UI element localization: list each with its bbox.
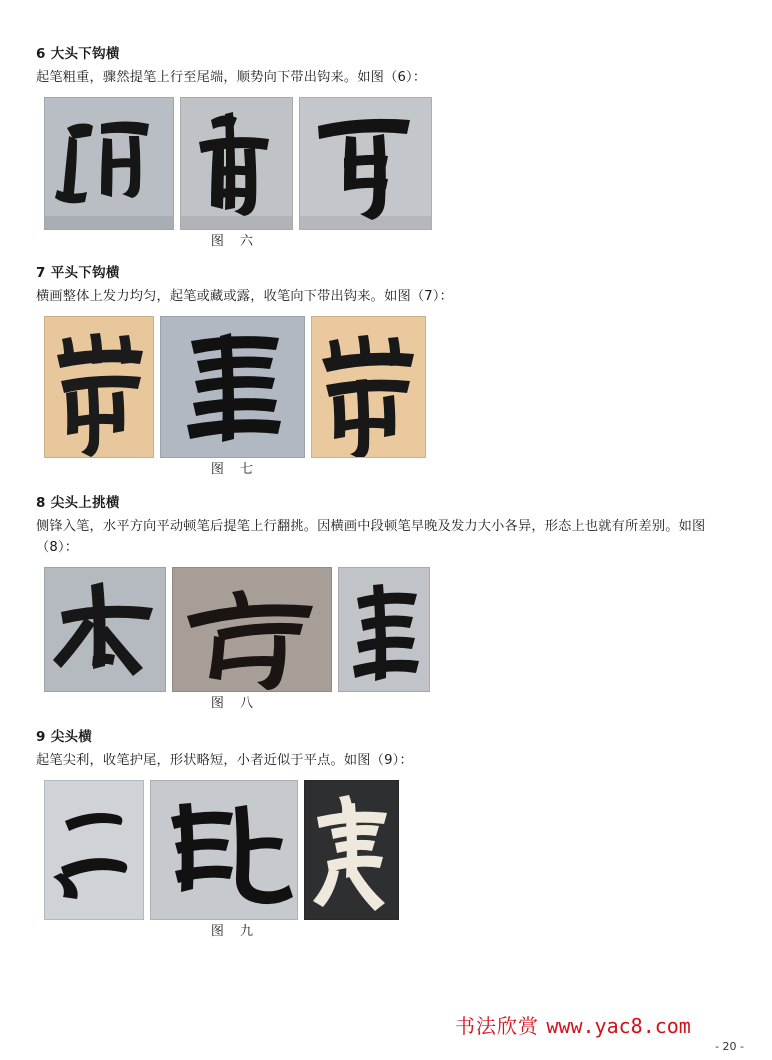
section-8-caption-wrap [36, 692, 426, 711]
site-brand-url: www.yac8.com [546, 1014, 691, 1038]
section-8-caption: 图 八 [210, 696, 260, 711]
plate-6-1 [44, 97, 174, 230]
section-8-body: 侧锋入笔，水平方向平动顿笔后提笔上行翻挑。因横画中段顿笔早晚及发力大小各异，形态上也就有所差别。如图（8）： [36, 519, 706, 555]
section-7-body: 横画整体上发力均匀，起笔或藏或露，收笔向下带出钩来。如图（7）： [36, 289, 453, 304]
site-brand [455, 1010, 691, 1039]
section-9 [36, 727, 736, 939]
plate-6-2 [180, 97, 293, 230]
section-7-plate-row [44, 316, 736, 458]
section-6-caption-wrap [36, 230, 426, 249]
section-6-plate-row [44, 97, 736, 230]
page-number: - 20 - [715, 1040, 744, 1053]
page-content [36, 44, 736, 953]
section-8 [36, 493, 736, 711]
plate-7-3 [311, 316, 426, 458]
plate-7-1 [44, 316, 154, 458]
plate-9-3 [304, 780, 399, 920]
section-6-body: 起笔粗重，骤然提笔上行至尾端，顺势向下带出钩来。如图（6）： [36, 70, 427, 85]
plate-8-1 [44, 567, 166, 692]
section-8-title: 8 尖头上挑横 [36, 495, 120, 511]
section-7-caption: 图 七 [210, 462, 260, 477]
section-7 [36, 263, 736, 477]
section-7-title: 7 平头下钩横 [36, 265, 120, 281]
section-7-caption-wrap [36, 458, 426, 477]
plate-7-2 [160, 316, 305, 458]
section-9-plate-row [44, 780, 736, 920]
section-6-title: 6 大头下钩横 [36, 46, 120, 62]
section-6 [36, 44, 736, 249]
plate-9-2 [150, 780, 298, 920]
site-brand-name: 书法欣赏 [455, 1014, 539, 1038]
section-8-plate-row [44, 567, 736, 692]
plate-8-3 [338, 567, 430, 692]
section-9-body: 起笔尖利，收笔护尾，形状略短，小者近似于平点。如图（9）： [36, 753, 413, 768]
section-6-caption: 图 六 [210, 234, 260, 249]
section-9-caption-wrap [36, 920, 426, 939]
section-9-title: 9 尖头横 [36, 729, 93, 745]
plate-8-2 [172, 567, 332, 692]
section-9-caption: 图 九 [210, 924, 260, 939]
plate-6-3 [299, 97, 432, 230]
plate-9-1 [44, 780, 144, 920]
